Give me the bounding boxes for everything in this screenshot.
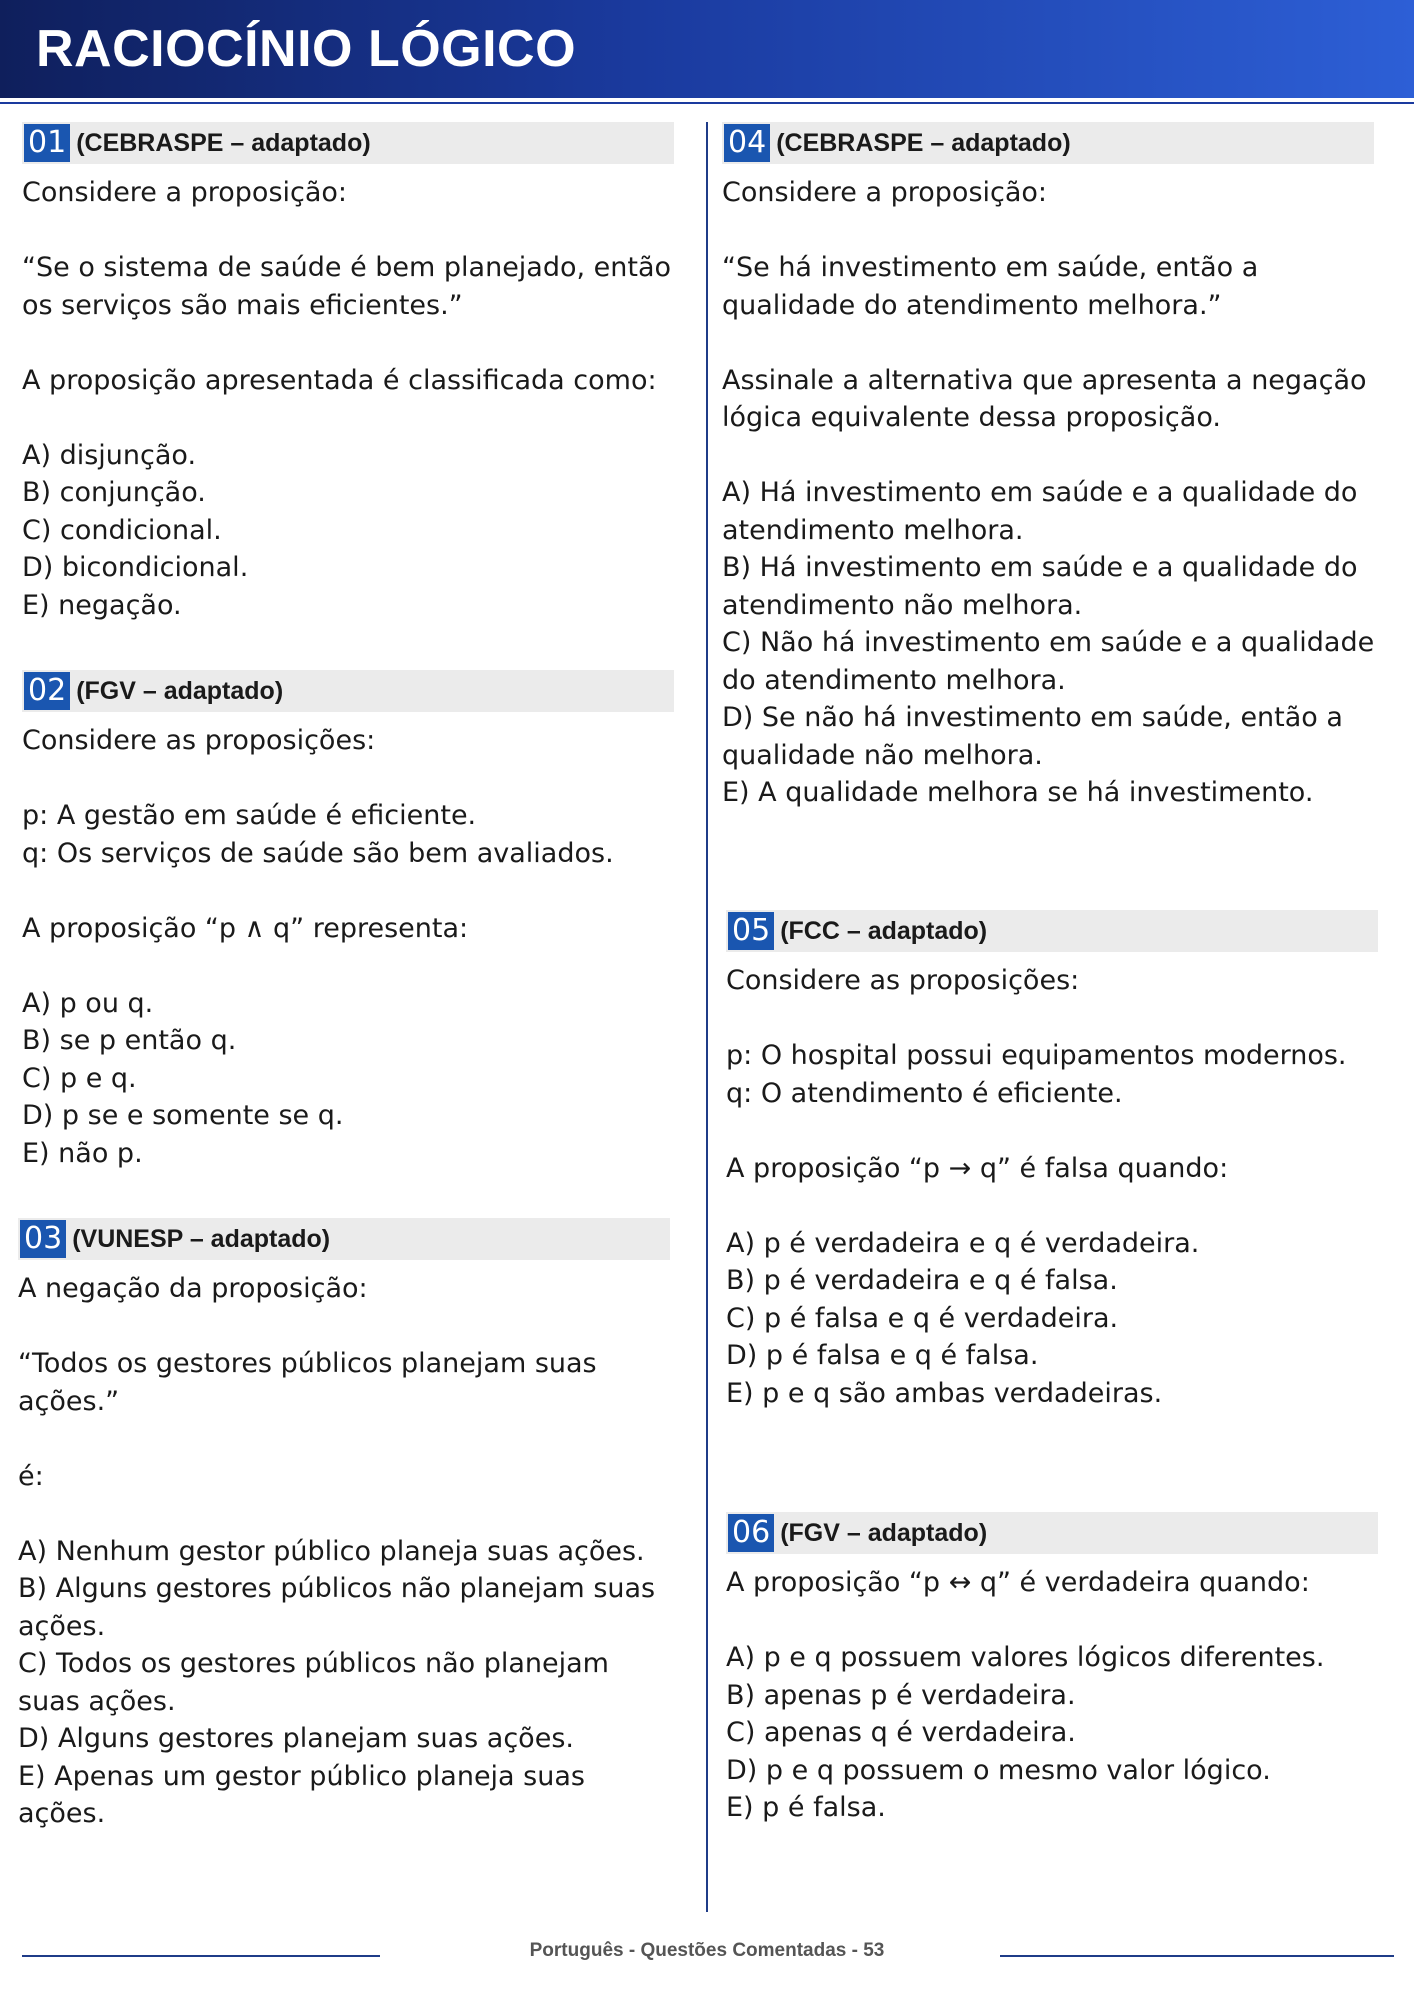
option-a: A) disjunção. [22,439,197,471]
question-quote: “Se o sistema de saúde é bem planejado, então os serviços são mais eficientes.” [22,252,672,321]
option-b: B) Há investimento em saúde e a qualidade do atendimento não melhora. [722,552,1358,621]
question-number: 06 [728,1514,774,1552]
question-source: (FGV – adaptado) [780,1518,988,1547]
page-title: RACIOCÍNIO LÓGICO [36,20,577,78]
option-d: D) p e q possuem o mesmo valor lógico. [726,1754,1271,1786]
option-e: E) não p. [22,1137,143,1169]
question-body [18,1270,670,1833]
question-05 [726,910,1386,1412]
question-prompt: A proposição apresentada é classificada como: [22,364,657,396]
option-e: E) p é falsa. [726,1792,886,1823]
option-e: E) negação. [22,589,182,621]
question-intro: Considere as proposições: [22,725,376,756]
option-c: C) Não há investimento em saúde e a qualidade do atendimento melhora. [722,627,1375,696]
option-e: E) A qualidade melhora se há investimento. [722,777,1314,808]
question-01 [22,122,674,624]
proposition-q: q: Os serviços de saúde são bem avaliados. [22,837,614,869]
question-source: (FGV – adaptado) [76,676,284,705]
question-04 [722,122,1392,812]
option-c: C) p é falsa e q é verdadeira. [726,1302,1119,1334]
question-06 [726,1512,1386,1827]
option-d: D) Alguns gestores planejam suas ações. [18,1723,574,1754]
question-body [722,174,1392,812]
question-header [22,670,674,712]
option-b: B) Alguns gestores públicos não planejam suas ações. [18,1573,656,1642]
page-header [0,0,1414,98]
question-body [726,1564,1386,1827]
option-a: A) Há investimento em saúde e a qualidade do atendimento melhora. [722,477,1358,546]
option-c: C) condicional. [22,514,222,546]
question-number: 02 [24,672,70,710]
option-b: B) conjunção. [22,477,206,508]
proposition-p: p: O hospital possui equipamentos modernos. [726,1040,1347,1071]
question-quote: “Se há investimento em saúde, então a qualidade do atendimento melhora.” [722,252,1259,321]
question-header [18,1218,670,1260]
question-number: 04 [724,124,770,162]
question-intro: Considere a proposição: [22,177,348,208]
question-prompt: A proposição “p ∧ q” representa: [22,912,469,944]
option-a: A) p é verdadeira e q é verdadeira. [726,1227,1200,1259]
question-prompt: A proposição “p → q” é falsa quando: [726,1152,1229,1184]
proposition-q: q: O atendimento é eficiente. [726,1077,1123,1109]
question-body [22,722,674,1172]
question-source: (VUNESP – adaptado) [72,1224,331,1253]
option-b: B) se p então q. [22,1025,237,1056]
question-prompt: é: [18,1460,44,1492]
question-intro: Considere as proposições: [726,965,1080,996]
option-e: E) Apenas um gestor público planeja suas ações. [18,1760,585,1829]
proposition-p: p: A gestão em saúde é eficiente. [22,800,477,831]
question-source: (CEBRASPE – adaptado) [76,128,371,157]
option-b: B) apenas p é verdadeira. [726,1679,1076,1711]
option-a: A) p e q possuem valores lógicos diferentes. [726,1642,1325,1673]
question-intro: A negação da proposição: [18,1273,368,1304]
option-c: C) Todos os gestores públicos não planejam suas ações. [18,1648,609,1717]
question-body [726,962,1386,1412]
option-d: D) bicondicional. [22,552,249,583]
question-header [726,1512,1378,1554]
question-header [22,122,674,164]
option-d: D) p se e somente se q. [22,1100,344,1131]
question-source: (CEBRASPE – adaptado) [776,128,1071,157]
header-rule [0,102,1414,104]
question-03 [18,1218,670,1833]
footer-page-label: Português - Questões Comentadas - 53 [529,1940,885,1961]
option-e: E) p e q são ambas verdadeiras. [726,1377,1163,1409]
question-quote: “Todos os gestores públicos planejam suas ações.” [18,1348,597,1417]
question-prompt: A proposição “p ↔ q” é verdadeira quando: [726,1567,1310,1598]
question-number: 01 [24,124,70,162]
question-number: 05 [728,912,774,950]
question-body [22,174,674,624]
question-header [726,910,1378,952]
question-intro: Considere a proposição: [722,177,1048,208]
option-b: B) p é verdadeira e q é falsa. [726,1265,1118,1296]
question-source: (FCC – adaptado) [780,916,988,945]
question-header [722,122,1374,164]
question-number: 03 [20,1220,66,1258]
option-c: C) p e q. [22,1062,137,1094]
option-a: A) Nenhum gestor público planeja suas ações. [18,1535,645,1567]
question-prompt: Assinale a alternativa que apresenta a negação lógica equivalente dessa proposição. [722,364,1367,433]
column-divider [706,122,708,1912]
question-02 [22,670,674,1172]
option-c: C) apenas q é verdadeira. [726,1717,1076,1748]
option-d: D) Se não há investimento em saúde, então a qualidade não melhora. [722,702,1343,771]
option-a: A) p ou q. [22,987,154,1019]
option-d: D) p é falsa e q é falsa. [726,1340,1039,1371]
